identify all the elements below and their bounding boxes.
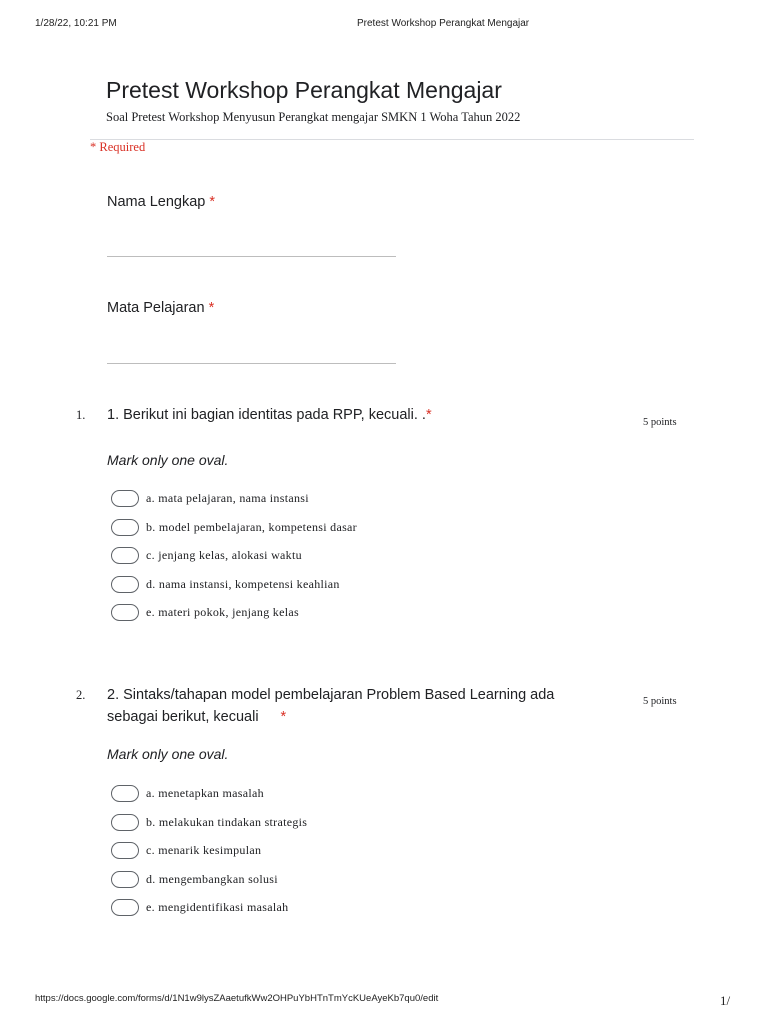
header-divider: [90, 139, 694, 140]
question-1-text: [107, 404, 432, 426]
field-label-text: Mata Pelajaran: [107, 300, 205, 316]
question-hint: Mark only one oval.: [107, 452, 229, 468]
oval-radio-icon[interactable]: [111, 814, 139, 831]
question-text: sebagai berikut, kecuali: [107, 709, 259, 725]
question-points: 5 points: [643, 417, 677, 428]
option-radio[interactable]: [111, 545, 302, 565]
option-label: d. mengembangkan solusi: [146, 871, 278, 886]
option-label: e. materi pokok, jenjang kelas: [146, 604, 299, 619]
print-title: Pretest Workshop Perangkat Mengajar: [357, 18, 530, 29]
required-star: *: [209, 194, 216, 210]
mata-pelajaran-input[interactable]: [107, 363, 396, 364]
oval-radio-icon[interactable]: [111, 519, 139, 536]
question-2-text-line2: [107, 706, 286, 728]
option-radio[interactable]: [111, 602, 299, 622]
option-radio[interactable]: [111, 812, 307, 832]
option-radio[interactable]: [111, 783, 264, 803]
option-radio[interactable]: [111, 488, 309, 508]
oval-radio-icon[interactable]: [111, 547, 139, 564]
question-text: 1. Berikut ini bagian identitas pada RPP, kecuali. .: [107, 407, 426, 423]
option-radio[interactable]: [111, 897, 288, 917]
page-number: 1/: [720, 993, 731, 1008]
required-note: * Required: [90, 140, 146, 154]
oval-radio-icon[interactable]: [111, 604, 139, 621]
option-radio[interactable]: [111, 869, 278, 889]
required-star: *: [208, 300, 215, 316]
option-label: c. jenjang kelas, alokasi waktu: [146, 547, 302, 562]
option-label: a. menetapkan masalah: [146, 785, 264, 800]
question-number: 1.: [76, 408, 86, 422]
oval-radio-icon[interactable]: [111, 490, 139, 507]
nama-lengkap-input[interactable]: [107, 256, 396, 257]
footer-url: https://docs.google.com/forms/d/1N1w9lysZAaetufkWw2OHPuYbHTnTmYcKUeAyeKb7qu0/edit: [35, 993, 439, 1004]
option-label: c. menarik kesimpulan: [146, 842, 262, 857]
oval-radio-icon[interactable]: [111, 576, 139, 593]
form-title: Pretest Workshop Perangkat Mengajar: [106, 77, 502, 103]
print-datetime: 1/28/22, 10:21 PM: [35, 18, 117, 29]
option-label: b. melakukan tindakan strategis: [146, 814, 308, 829]
option-radio[interactable]: [111, 517, 357, 537]
option-label: a. mata pelajaran, nama instansi: [146, 490, 309, 505]
required-star: *: [425, 407, 432, 423]
question-number: 2.: [76, 688, 86, 702]
option-label: e. mengidentifikasi masalah: [146, 899, 289, 914]
option-label: b. model pembelajaran, kompetensi dasar: [146, 519, 357, 534]
option-radio[interactable]: [111, 574, 340, 594]
field-label-text: Nama Lengkap: [107, 194, 206, 210]
oval-radio-icon[interactable]: [111, 785, 139, 802]
question-2-text-line1: 2. Sintaks/tahapan model pembelajaran Problem Based Learning ada: [107, 687, 555, 703]
field-label-nama-lengkap: [107, 191, 215, 213]
question-hint: Mark only one oval.: [107, 746, 229, 762]
oval-radio-icon[interactable]: [111, 899, 139, 916]
question-points: 5 points: [643, 696, 677, 707]
required-star: *: [280, 709, 287, 725]
oval-radio-icon[interactable]: [111, 842, 139, 859]
option-label: d. nama instansi, kompetensi keahlian: [146, 576, 340, 591]
option-radio[interactable]: [111, 840, 261, 860]
oval-radio-icon[interactable]: [111, 871, 139, 888]
form-description: Soal Pretest Workshop Menyusun Perangkat mengajar SMKN 1 Woha Tahun 2022: [106, 110, 521, 124]
field-label-mata-pelajaran: [107, 297, 214, 319]
